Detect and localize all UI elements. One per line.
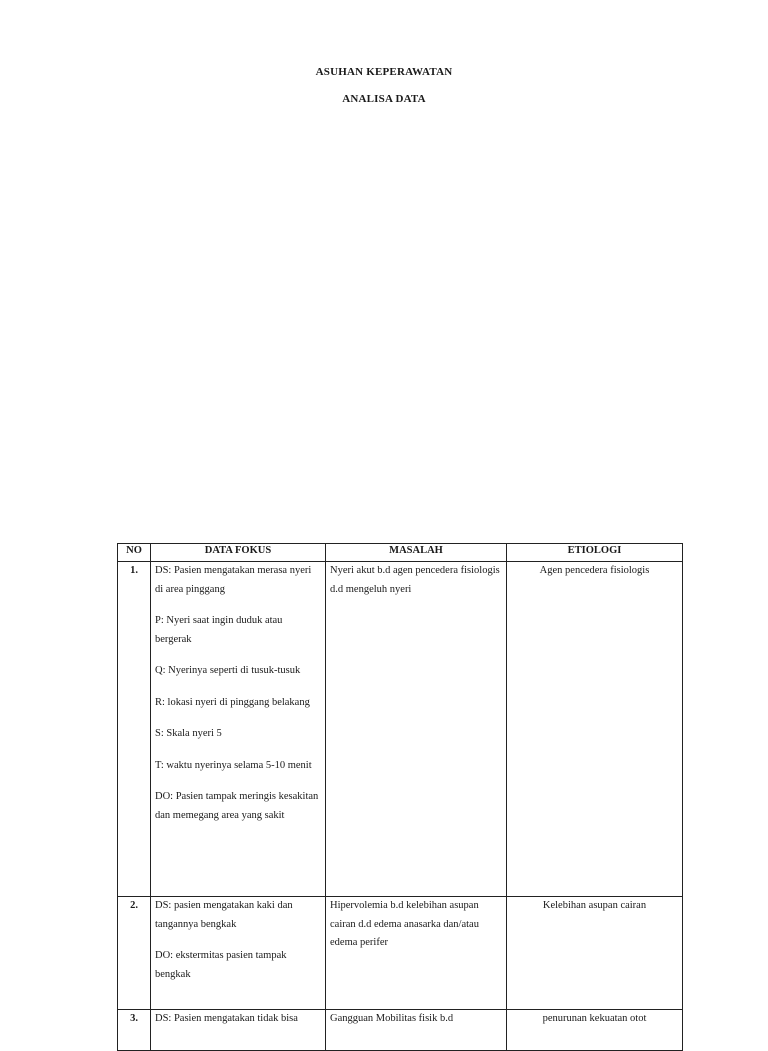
row-number: 1. <box>118 562 151 897</box>
data-fokus-cell <box>151 562 326 897</box>
data-fokus-cell <box>151 897 326 1010</box>
data-fokus-line: DS: pasien mengatakan kaki dan tangannya bengkak <box>155 900 293 930</box>
data-fokus-line: DO: ekstermitas pasien tampak bengkak <box>155 950 287 980</box>
data-fokus-line: T: waktu nyerinya selama 5-10 menit <box>155 759 312 771</box>
data-fokus-line: R: lokasi nyeri di pinggang belakang <box>155 696 310 708</box>
masalah-cell: Gangguan Mobilitas fisik b.d <box>326 1010 507 1051</box>
data-fokus-line: P: Nyeri saat ingin duduk atau bergerak <box>155 615 283 645</box>
data-fokus-line: DS: Pasien mengatakan merasa nyeri di area pinggang <box>155 565 312 595</box>
analysis-table <box>117 543 683 1051</box>
etiologi-cell: penurunan kekuatan otot <box>507 1010 683 1051</box>
masalah-cell: Nyeri akut b.d agen pencedera fisiologis d.d mengeluh nyeri <box>326 562 507 897</box>
table-row <box>118 1010 683 1051</box>
data-fokus-cell <box>151 1010 326 1051</box>
etiologi-cell: Agen pencedera fisiologis <box>507 562 683 897</box>
header-data-fokus: DATA FOKUS <box>151 544 326 562</box>
document-title: ASUHAN KEPERAWATAN <box>315 66 453 78</box>
table-row <box>118 897 683 1010</box>
data-fokus-line: DO: Pasien tampak meringis kesakitan dan memegang area yang sakit <box>155 791 319 821</box>
table-header-row <box>118 544 683 562</box>
data-fokus-line: DS: Pasien mengatakan tidak bisa <box>155 1013 298 1024</box>
masalah-cell: Hipervolemia b.d kelebihan asupan cairan d.d edema anasarka dan/atau edema perifer <box>326 897 507 1010</box>
header-no: NO <box>118 544 151 562</box>
etiologi-cell: Kelebihan asupan cairan <box>507 897 683 1010</box>
row-number: 3. <box>118 1010 151 1051</box>
document-subtitle: ANALISA DATA <box>342 93 426 105</box>
row-number: 2. <box>118 897 151 1010</box>
header-masalah: MASALAH <box>326 544 507 562</box>
data-fokus-line: Q: Nyerinya seperti di tusuk-tusuk <box>155 665 301 676</box>
data-fokus-line: S: Skala nyeri 5 <box>155 728 222 739</box>
table-row <box>118 562 683 897</box>
header-etiologi: ETIOLOGI <box>507 544 683 562</box>
